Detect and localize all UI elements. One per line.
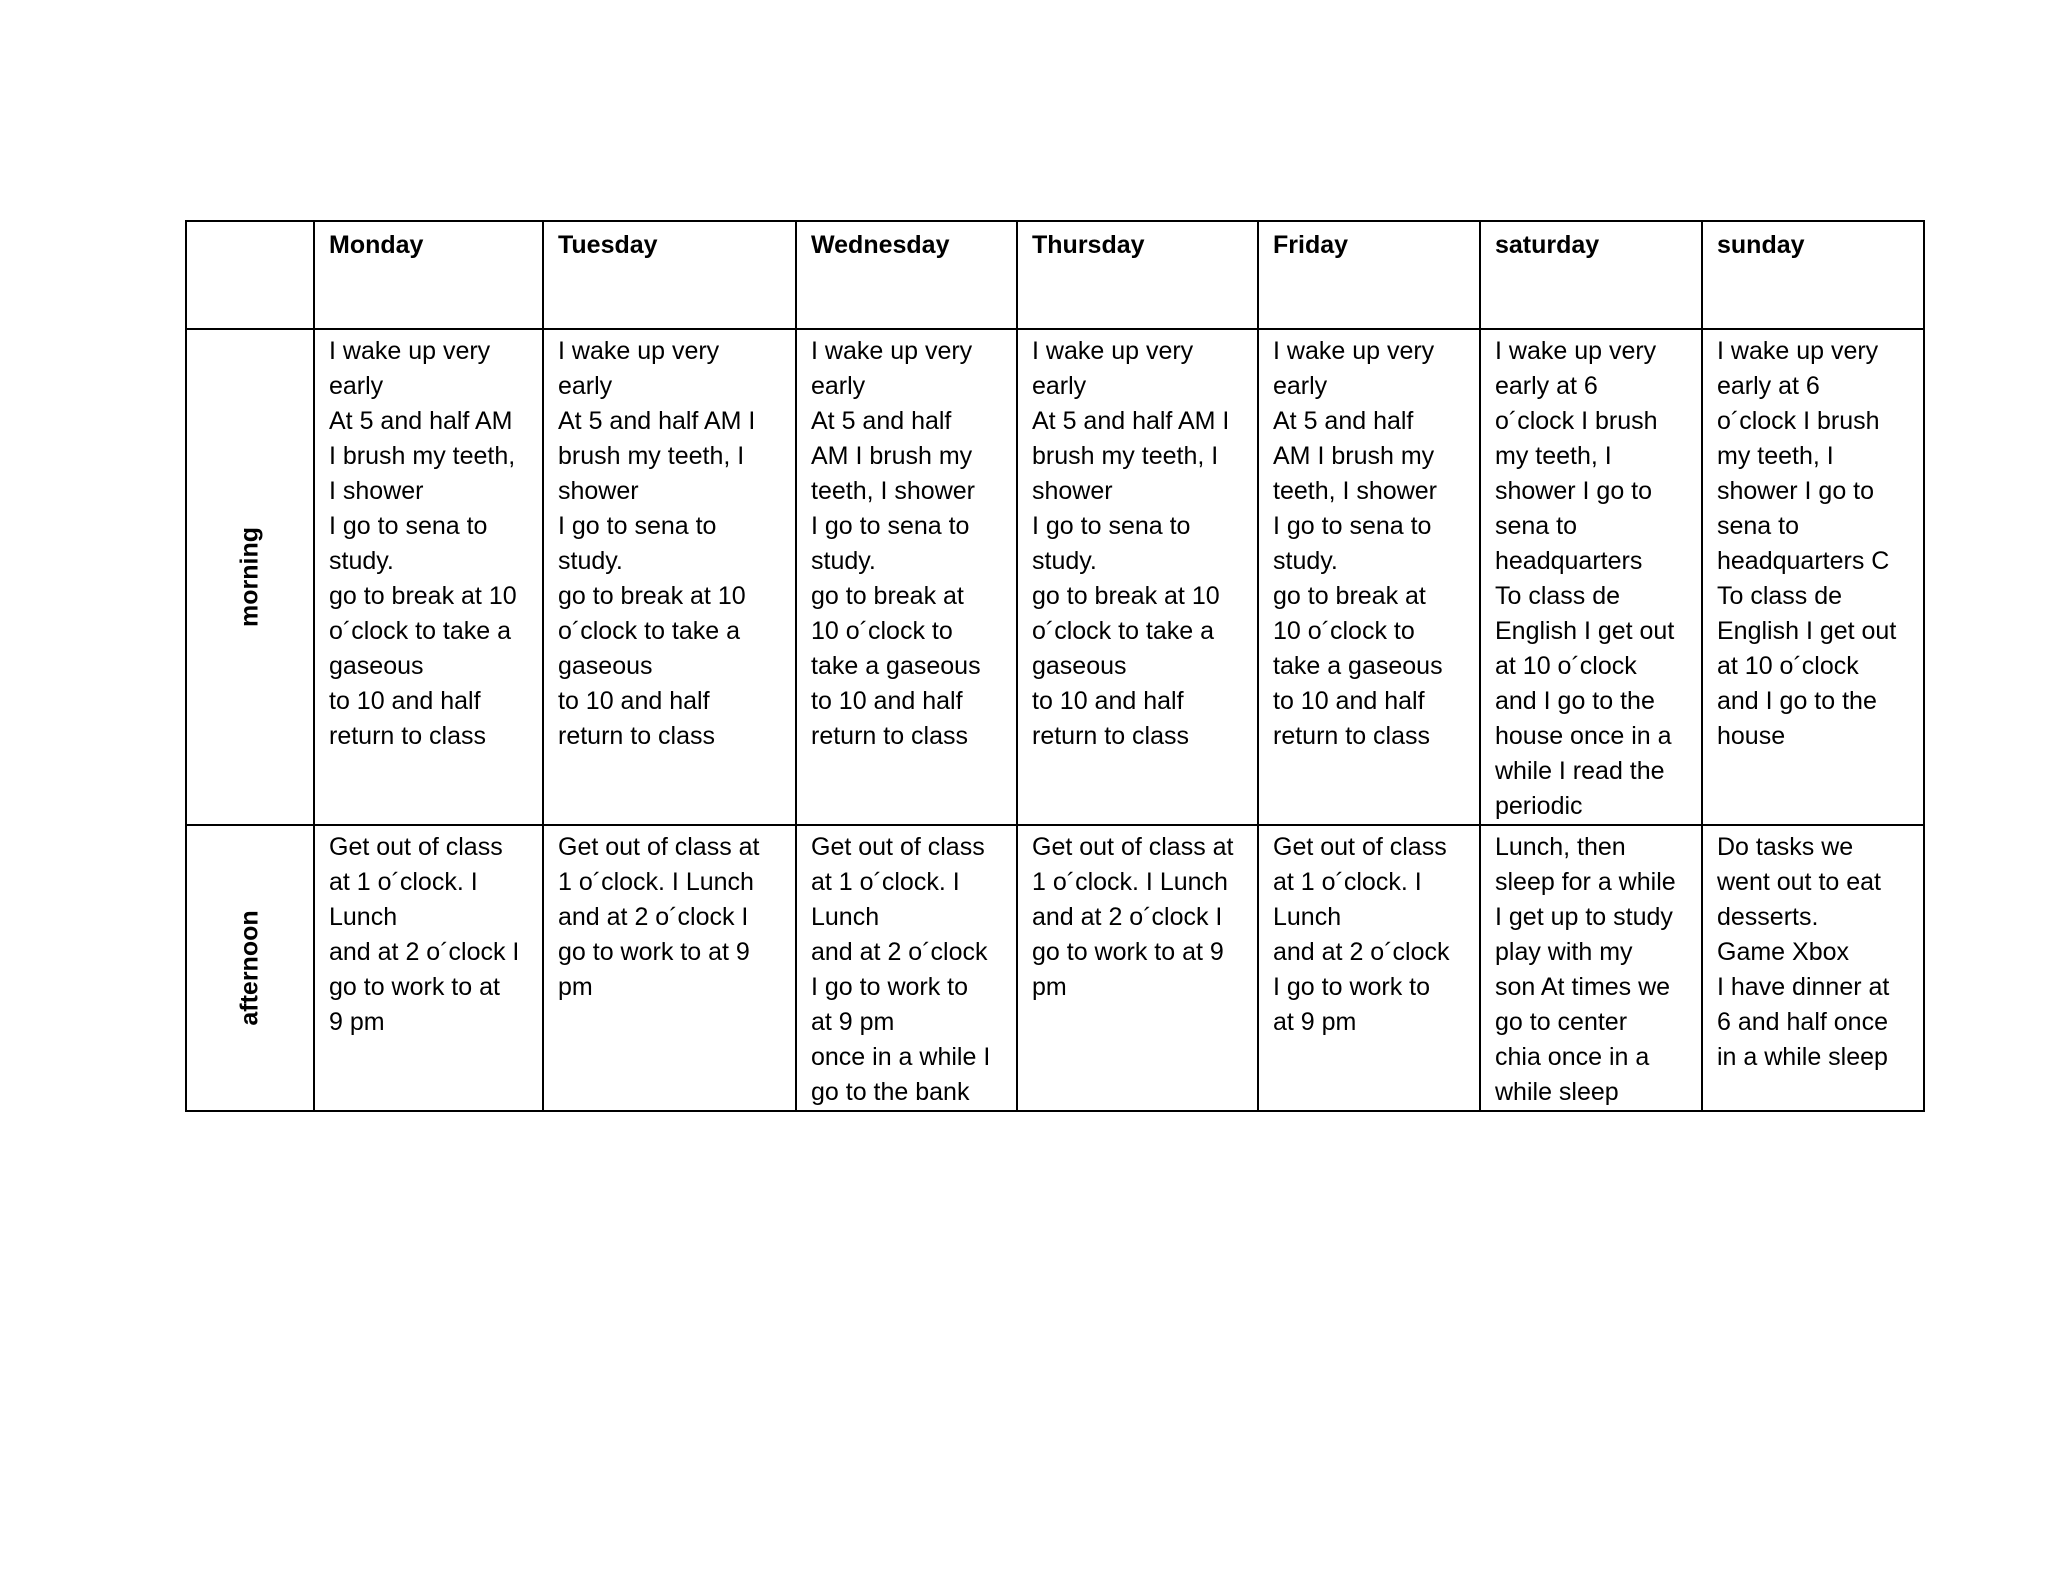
cell-text: I wake up very early At 5 and half AM I brush my teeth, I shower I go to sena to study. go to break at 10 o´clock to take a gaseous to 10 and half return to class [558,337,756,750]
cell-text: I wake up very early At 5 and half AM I brush my teeth, I shower I go to sena to study. go to break at 10 o´clock to take a gaseous to 10 and half return to class [1273,337,1443,750]
morning-label-cell [186,329,314,825]
morning-sunday-cell [1702,329,1924,825]
afternoon-friday-cell [1258,825,1480,1111]
afternoon-row [186,825,1924,1111]
afternoon-label-cell [186,825,314,1111]
morning-row [186,329,1924,825]
cell-text: Get out of class at 1 o´clock. I Lunch and at 2 o´clock I go to work to at 9 pm [558,833,760,1001]
cell-text: Lunch, then sleep for a while I get up to study play with my son At times we go to center chia once in a while sleep [1495,833,1676,1106]
cell-text: I wake up very early At 5 and half AM I brush my teeth, I shower I go to sena to study. go to break at 10 o´clock to take a gaseous to 10 and half return to class [329,337,517,750]
day-header-friday: Friday [1258,221,1480,329]
morning-monday-cell [314,329,543,825]
day-header-sunday: sunday [1702,221,1924,329]
morning-friday-cell [1258,329,1480,825]
cell-text: Do tasks we went out to eat desserts. Game Xbox I have dinner at 6 and half once in a while sleep [1717,833,1890,1071]
morning-saturday-cell [1480,329,1702,825]
corner-cell [186,221,314,329]
morning-tuesday-cell [543,329,796,825]
day-header-saturday: saturday [1480,221,1702,329]
afternoon-wednesday-cell [796,825,1017,1111]
day-header-wednesday: Wednesday [796,221,1017,329]
afternoon-thursday-cell [1017,825,1258,1111]
header-row [186,221,1924,329]
day-header-monday: Monday [314,221,543,329]
cell-text: I wake up very early at 6 o´clock I brush my teeth, I shower I go to sena to headquarters To class de English I get out at 10 o´clock and I go to the house once in a while I read the periodic [1495,337,1675,820]
afternoon-monday-cell [314,825,543,1111]
day-header-tuesday: Tuesday [543,221,796,329]
row-label-morning: morning [235,527,264,627]
afternoon-saturday-cell [1480,825,1702,1111]
cell-text: Get out of class at 1 o´clock. I Lunch and at 2 o´clock I go to work to at 9 pm [329,833,520,1036]
cell-text: I wake up very early at 6 o´clock I brush my teeth, I shower I go to sena to headquarters C To class de English I get out at 10 o´clock and I go to the house [1717,337,1897,750]
day-header-thursday: Thursday [1017,221,1258,329]
afternoon-sunday-cell [1702,825,1924,1111]
cell-text: Get out of class at 1 o´clock. I Lunch and at 2 o´clock I go to work to at 9 pm once in a while I go to the bank [811,833,991,1106]
afternoon-tuesday-cell [543,825,796,1111]
morning-wednesday-cell [796,329,1017,825]
cell-text: Get out of class at 1 o´clock. I Lunch and at 2 o´clock I go to work to at 9 pm [1273,833,1450,1036]
cell-text: Get out of class at 1 o´clock. I Lunch and at 2 o´clock I go to work to at 9 pm [1032,833,1234,1001]
cell-text: I wake up very early At 5 and half AM I brush my teeth, I shower I go to sena to study. go to break at 10 o´clock to take a gaseous to 10 and half return to class [811,337,981,750]
row-label-afternoon: afternoon [235,910,264,1026]
weekly-schedule-table [185,220,1925,1112]
morning-thursday-cell [1017,329,1258,825]
cell-text: I wake up very early At 5 and half AM I brush my teeth, I shower I go to sena to study. go to break at 10 o´clock to take a gaseous to 10 and half return to class [1032,337,1230,750]
